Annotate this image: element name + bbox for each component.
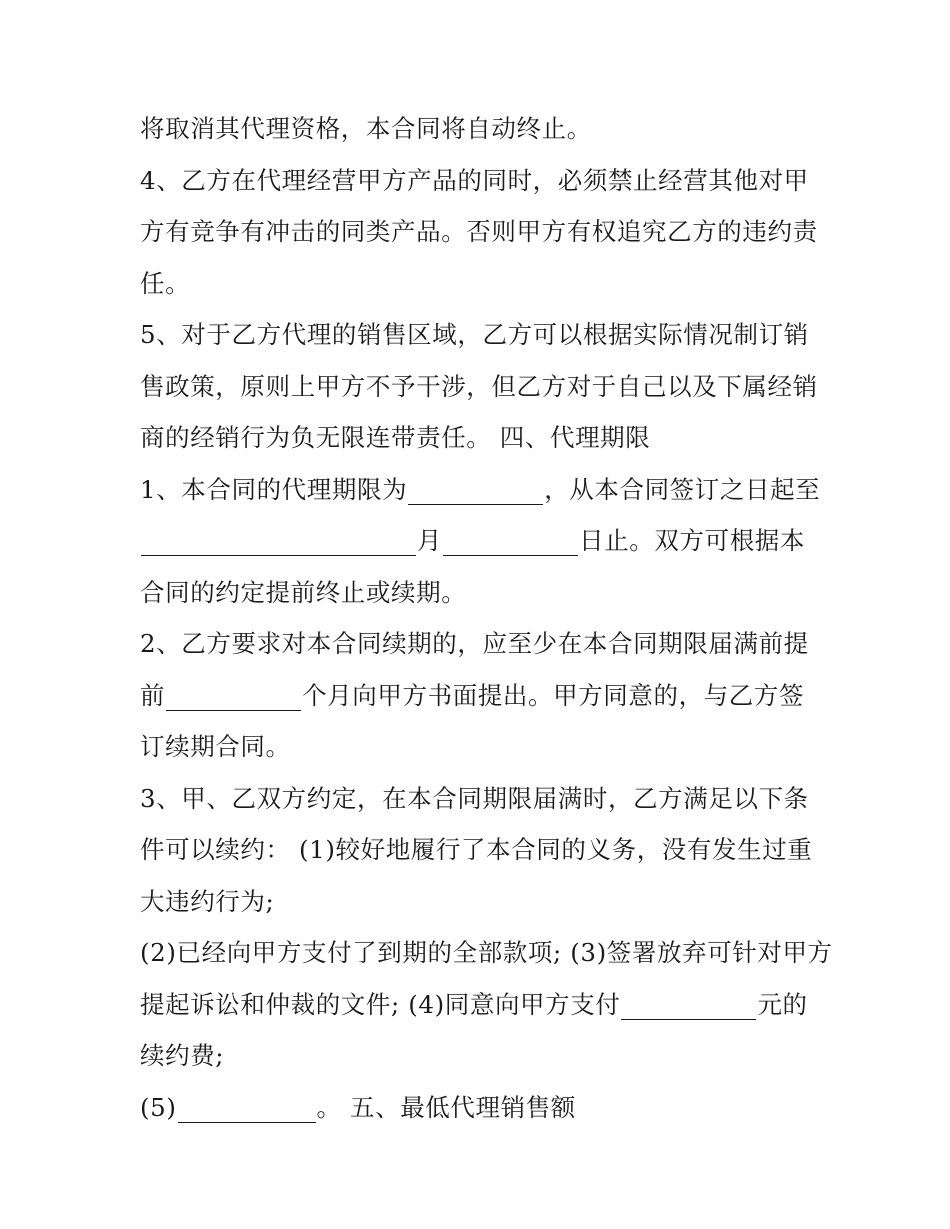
contract-text: [140, 103, 833, 1133]
text-segment: 1、本合同的代理期限为: [140, 474, 408, 504]
fill-in-blank: [621, 991, 756, 1020]
text-line: 件可以续约： (1)较好地履行了本合同的义务，没有发生过重: [140, 835, 813, 864]
text-line: 任。: [140, 268, 191, 298]
text-line: [140, 464, 820, 516]
text-line: 5、对于乙方代理的销售区域，乙方可以根据实际情况制订销: [140, 320, 809, 349]
text-line: 续约费;: [140, 1041, 225, 1070]
text-segment: 个月向甲方书面提出。甲方同意的，与乙方签: [302, 680, 805, 710]
fill-in-blank: [166, 682, 301, 711]
text-line: [140, 1082, 820, 1134]
text-line: 订续期合同。: [140, 732, 291, 761]
fill-in-blank: [408, 476, 543, 505]
text-segment: 月: [417, 526, 443, 555]
text-segment: 日止。双方可根据本: [579, 526, 806, 555]
text-line: 3、甲、乙双方约定，在本合同期限届满时，乙方满足以下条: [140, 783, 809, 813]
text-line: 2、乙方要求对本合同续期的，应至少在本合同期限届满前提: [140, 629, 809, 658]
text-line: 方有竞争有冲击的同类产品。否则甲方有权追究乙方的违约责: [140, 217, 818, 246]
fill-in-blank: [141, 527, 416, 556]
text-segment: 。 五、最低代理销售额: [316, 1092, 576, 1122]
text-line: [140, 979, 820, 1031]
text-line: (2)已经向甲方支付了到期的全部款项; (3)签署放弃可针对甲方: [140, 938, 833, 967]
text-line: [140, 515, 820, 567]
text-segment: ，从本合同签订之日起至: [544, 474, 821, 504]
text-line: 售政策，原则上甲方不予干涉，但乙方对于自己以及下属经销: [140, 371, 818, 401]
text-segment: 前: [140, 680, 166, 710]
text-line: [140, 670, 820, 722]
fill-in-blank: [178, 1094, 316, 1123]
text-segment: 元的: [757, 989, 808, 1019]
text-line: 将取消其代理资格，本合同将自动终止。: [140, 114, 592, 143]
text-line: 4、乙方在代理经营甲方产品的同时，必须禁止经营其他对甲: [140, 165, 809, 195]
fill-in-blank: [443, 527, 578, 556]
text-line: 合同的约定提前终止或续期。: [140, 577, 467, 607]
text-line: 大违约行为;: [140, 886, 275, 916]
text-segment: (5): [140, 1092, 177, 1122]
text-segment: 提起诉讼和仲裁的文件; (4)同意向甲方支付: [140, 989, 621, 1019]
text-line: 商的经销行为负无限连带责任。 四、代理期限: [140, 423, 651, 452]
